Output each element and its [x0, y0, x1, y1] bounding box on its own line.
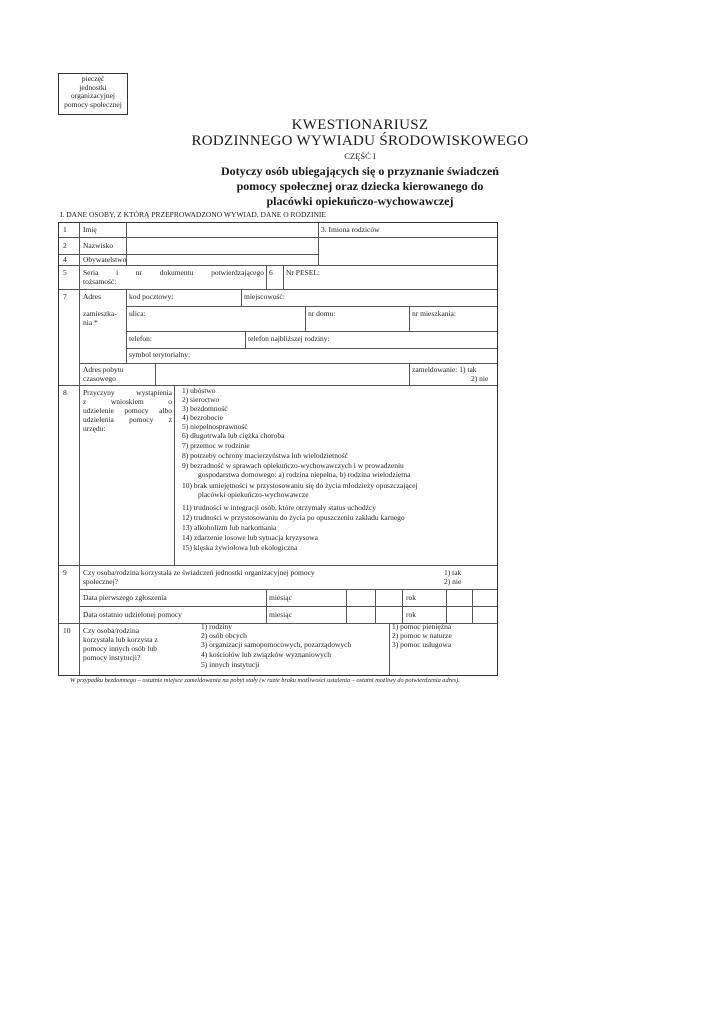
subtitle	[60, 164, 660, 209]
temp-address-label-2: czasowego	[83, 374, 116, 383]
footnote: W przypadku bezdomnego – ostatnie miejsce zameldowania na pobyt stały (w razie braku możliwości ustalenia – ostatni możliwy do potwierdzenia adres).	[70, 677, 460, 684]
reason-option[interactable]: 2) sieroctwo	[182, 395, 220, 404]
subtitle-line: placówki opiekuńczo-wychowawczej	[266, 194, 454, 208]
row-number: 2	[63, 241, 67, 250]
reasons-label-line: urzędu:	[83, 424, 106, 433]
citizenship-label: Obywatelstwo	[83, 255, 127, 264]
reason-option[interactable]: 11) trudności w integracji osób, które otrzymały status uchodźcy	[182, 503, 377, 512]
postal-code-label: kod pocztowy:	[129, 292, 174, 301]
temp-address-label: Adres pobytu	[83, 365, 124, 374]
reason-option[interactable]: 1) ubóstwo	[182, 386, 216, 395]
surname-field[interactable]	[128, 239, 316, 253]
last-aid-date-label: Data ostatnio udzielonej pomocy	[83, 610, 182, 619]
reason-option[interactable]: 8) potrzeby ochrony macierzyństwa lub wielodzietność	[182, 451, 348, 460]
row-number: 1	[63, 225, 67, 234]
reason-option[interactable]: 4) bezrobocie	[182, 413, 224, 422]
reason-option[interactable]: 14) zdarzenie losowe lub sytuacja kryzysowa	[182, 533, 318, 542]
form-table	[58, 222, 498, 676]
aid-form-option[interactable]: 3) pomoc usługowa	[392, 640, 452, 649]
row-number: 6	[269, 268, 273, 277]
aid-form-option[interactable]: 1) pomoc pieniężna	[392, 622, 452, 631]
stamp-box	[58, 73, 128, 115]
reason-option[interactable]: 5) niepełnosprawność	[182, 422, 248, 431]
benefits-yes-option[interactable]: 1) tak	[444, 568, 462, 577]
row-number: 7	[63, 292, 67, 301]
part-label: CZĘŚĆ I	[344, 151, 376, 161]
reason-option[interactable]: 6) długotrwała lub ciężka choroba	[182, 431, 285, 440]
residence-label-2: nia *	[83, 318, 98, 327]
stamp-line: pomocy społecznej	[64, 99, 122, 109]
address-label: Adres	[83, 292, 101, 301]
reasons-label-line: udzielenia pomocy z	[83, 415, 172, 424]
territorial-symbol-label: symbol terytorialny:	[129, 350, 191, 359]
first-application-date-label: Data pierwszego zgłoszenia	[83, 593, 167, 602]
parents-names-label: 3. Imiona rodziców	[321, 225, 380, 234]
residence-label: zamieszka-	[83, 309, 117, 318]
previous-benefits-question: Czy osoba/rodzina korzystała ze świadczeń jednostki organizacyjnej pomocy	[83, 568, 315, 577]
registration-yes-option[interactable]: zameldowanie: 1) tak	[412, 365, 477, 374]
aid-source-option[interactable]: 1) rodziny	[201, 622, 233, 631]
reason-option[interactable]: 9) bezradność w sprawach opiekuńczo-wychowawczych i w prowadzeniu	[182, 461, 404, 470]
aid-source-option[interactable]: 4) kościołów lub związków wyznaniowych	[201, 650, 331, 659]
aid-source-option[interactable]: 5) innych instytucji	[201, 660, 260, 669]
title-line-2: RODZINNEGO WYWIADU ŚRODOWISKOWEGO	[191, 133, 529, 149]
reason-option-cont: placówki opiekuńczo-wychowawcze	[198, 490, 309, 499]
reasons-label-line: udzielenie pomocy albo	[83, 406, 172, 415]
reason-option-cont: gospodarstwa domowego: a) rodzina niepełna, b) rodzina wielodzietna	[198, 470, 411, 479]
first-name-label: Imię	[83, 225, 97, 234]
reason-option[interactable]: 15) klęska żywiołowa lub ekologiczna	[182, 543, 298, 552]
stamp-line: jednostki	[79, 82, 107, 92]
first-name-field[interactable]	[128, 225, 316, 237]
reason-option[interactable]: 10) brak umiejętności w przystosowaniu się do życia młodzieży opuszczającej	[182, 481, 418, 490]
reason-option[interactable]: 7) przemoc w rodzinie	[182, 441, 250, 450]
other-aid-question-line: pomocy innych osób lub	[83, 644, 157, 653]
subtitle-line: Dotyczy osób ubiegających się o przyznanie świadczeń	[221, 164, 499, 178]
other-aid-question-line: pomocy instytucji?	[83, 653, 141, 662]
reasons-label-line: Przyczyny wystąpienia	[83, 388, 172, 397]
flat-number-label: nr mieszkania:	[412, 309, 456, 318]
aid-source-option[interactable]: 2) osób obcych	[201, 631, 247, 640]
previous-benefits-question-2: społecznej?	[83, 577, 118, 586]
reason-option[interactable]: 12) trudności w przystosowaniu do życia po opuszczeniu zakładu karnego	[182, 513, 405, 522]
surname-label: Nazwisko	[83, 241, 113, 250]
row-number: 8	[63, 388, 67, 397]
aid-source-option[interactable]: 3) organizacji samopomocowych, pozarządowych	[201, 640, 352, 649]
other-aid-question-line: korzystała lub korzysta z	[83, 635, 158, 644]
row-number: 5	[63, 268, 67, 277]
registration-no-option[interactable]: 2) nie	[471, 374, 489, 383]
phone-label: telefon:	[129, 334, 152, 343]
other-aid-question-line: Czy osoba/rodzina	[83, 626, 140, 635]
month-label: miesiąc	[269, 593, 292, 602]
id-document-label: Seria i nr dokumentu potwierdzającego	[83, 268, 264, 277]
house-number-label: nr domu:	[308, 309, 336, 318]
row-number: 9	[63, 568, 67, 577]
stamp-line: organizacyjnej	[70, 91, 115, 100]
month-label: miesiąc	[269, 610, 292, 619]
id-document-label-2: tożsamość:	[83, 277, 117, 286]
row-number: 4	[63, 255, 67, 264]
benefits-no-option[interactable]: 2) nie	[444, 577, 462, 586]
subtitle-line: pomocy społecznej oraz dziecka kierowanego do	[236, 179, 484, 193]
reason-option[interactable]: 3) bezdomność	[182, 404, 228, 413]
street-label: ulica:	[129, 309, 146, 318]
reason-option[interactable]: 13) alkoholizm lub narkomania	[182, 523, 277, 532]
title-line-1: KWESTIONARIUSZ	[291, 117, 429, 133]
family-phone-label: telefon najbliższej rodziny:	[248, 334, 330, 343]
aid-form-option[interactable]: 2) pomoc w naturze	[392, 631, 452, 640]
city-label: miejscowość:	[244, 292, 285, 301]
reasons-label-line: z wnioskiem o	[83, 397, 172, 406]
stamp-line: pieczęć	[81, 74, 105, 83]
year-label: rok	[406, 593, 416, 602]
section-heading: I. DANE OSOBY, Z KTÓRĄ PRZEPROWADZONO WYWIAD, DANE O RODZINIE	[60, 210, 326, 219]
pesel-label: Nr PESEL:	[286, 268, 320, 277]
parents-names-field[interactable]	[321, 237, 495, 263]
year-label: rok	[406, 610, 416, 619]
row-number: 10	[63, 626, 71, 635]
